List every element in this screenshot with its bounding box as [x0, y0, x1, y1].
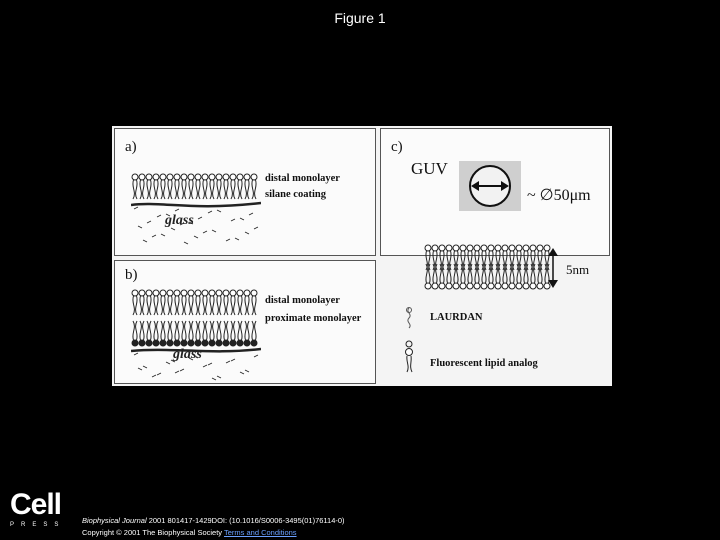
panel-c-label: c): [391, 139, 403, 155]
guv-diameter-label: ~ ∅50μm: [527, 187, 591, 204]
copyright-text: Copyright © 2001 The Biophysical Society: [82, 528, 224, 537]
panel-c: [380, 128, 610, 256]
panel-b-glass-label: glass: [173, 347, 202, 362]
laurdan-molecule-icon: [402, 306, 416, 330]
panel-b-bilayer-drawing: [131, 281, 261, 381]
panel-a-coating-label: silane coating: [265, 189, 326, 200]
legend-laurdan-label: LAURDAN: [430, 312, 483, 323]
cell-press-logo: [10, 490, 65, 528]
citation-line-2: [82, 527, 345, 539]
panel-b-proximate-label: proximate monolayer: [265, 313, 362, 324]
guv-circle-icon: [459, 161, 521, 211]
panel-b-distal-label: distal monolayer: [265, 295, 340, 306]
panel-c-guv-label: GUV: [411, 159, 448, 178]
guv-circle-box: [459, 161, 521, 211]
fluorescent-lipid-icon: [402, 338, 416, 374]
panel-b-label: b): [125, 267, 138, 283]
citation: [82, 515, 345, 539]
logo-subtext: PRESS: [10, 522, 66, 528]
terms-link[interactable]: Terms and Conditions: [224, 528, 297, 537]
journal-name: Biophysical Journal: [82, 516, 147, 525]
legend-fluor-label: Fluorescent lipid analog: [430, 358, 538, 369]
thickness-label: 5nm: [566, 262, 590, 277]
thickness-arrow-icon: [546, 248, 560, 288]
panel-a-distal-label: distal monolayer: [265, 173, 340, 184]
panel-a-bilayer-drawing: [131, 155, 261, 245]
figure-title: Figure 1: [334, 10, 386, 26]
panel-b: [114, 260, 376, 384]
figure-image: [112, 126, 612, 386]
panel-a-label: a): [125, 139, 137, 155]
citation-doi: 2001 801417-1429DOI: (10.1016/S0006-3495(01)76114-0): [146, 516, 345, 525]
panel-a-glass-label: glass: [165, 213, 194, 228]
panel-a: [114, 128, 376, 256]
logo-text: Cell: [10, 488, 62, 521]
free-bilayer-drawing: [424, 242, 554, 292]
citation-line-1: [82, 515, 345, 527]
